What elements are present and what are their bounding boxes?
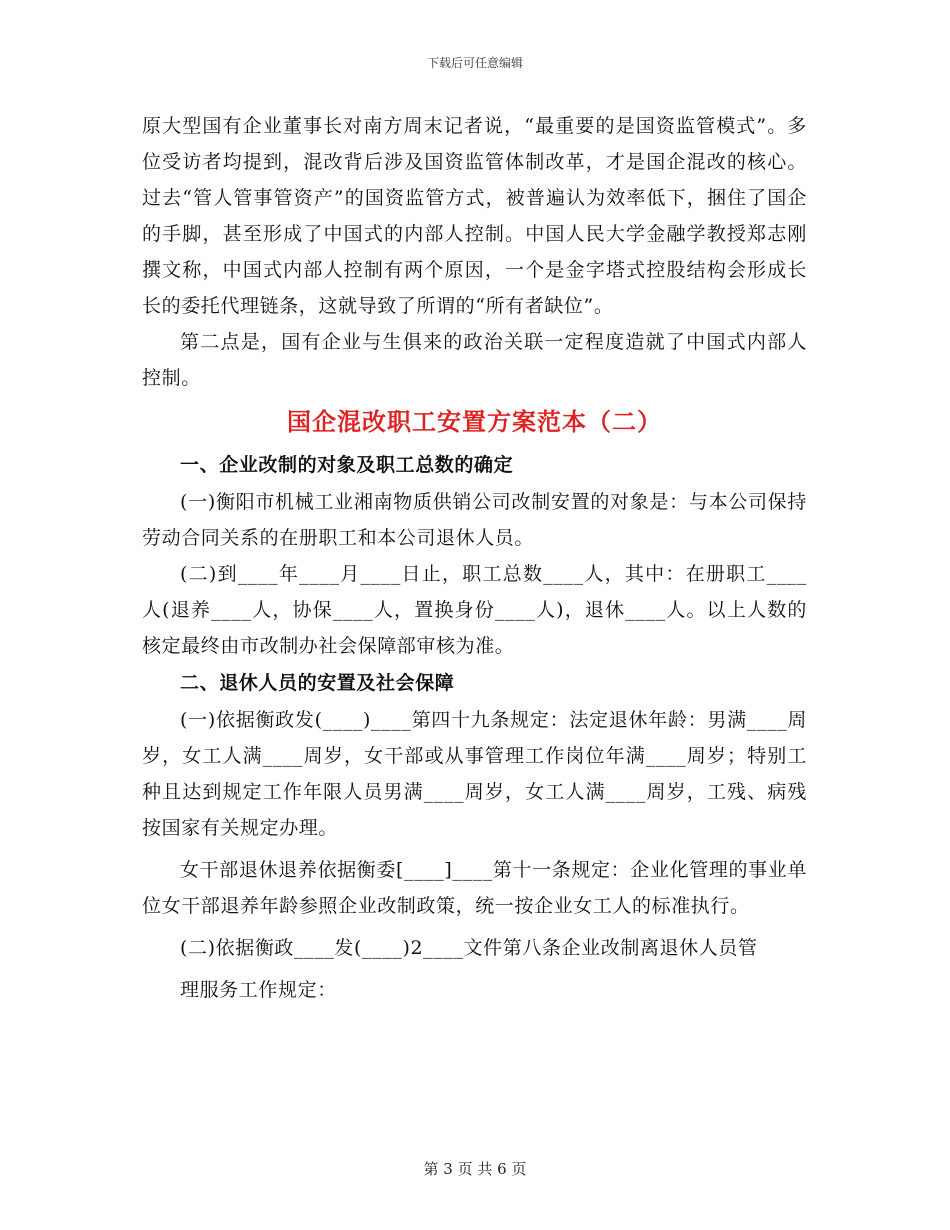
paragraph-female-cadre: 女干部退休退养依据衡委[____]____第十一条规定：企业化管理的事业单位女干部退养年龄参照企业改制政策，统一按企业女工人的标准执行。	[142, 859, 807, 917]
page-header-note: 下载后可任意编辑	[426, 56, 523, 70]
paragraph-political-ties: 第二点是，国有企业与生俱来的政治关联一定程度造就了中国式内部人控制。	[142, 331, 807, 389]
document-body	[142, 108, 807, 1008]
subsection-heading-2: 二、退休人员的安置及社会保障	[180, 672, 455, 694]
paragraph-staff-count: (二)到____年____月____日止，职工总数____人，其中：在册职工____人(退养____人，协保____人，置换身份____人)，退休____人。以上人数的核定最终由市改制办社会保障部审核为准。	[142, 563, 807, 657]
paragraph-retiree-management: (二)依据衡政____发(____)2____文件第八条企业改制离退休人员管	[180, 937, 758, 959]
paragraph-state-supervision: 原大型国有企业董事长对南方周末记者说，“最重要的是国资监管模式”。多位受访者均提到，混改背后涉及国资监管体制改革，才是国企混改的核心。过去“管人管事管资产”的国资监管方式，被普遍认为效率低下，捆住了国企的手脚，甚至形成了中国式的内部人控制。中国人民大学金融学教授郑志刚撰文称，中国式内部人控制有两个原因，一个是金字塔式控股结构会形成长长的委托代理链条，这就导致了所谓的“所有者缺位”。	[142, 115, 807, 317]
subsection-heading-1: 一、企业改制的对象及职工总数的确定	[180, 454, 514, 476]
paragraph-service-rules: 理服务工作规定：	[180, 979, 337, 1001]
paragraph-retirement-age: (一)依据衡政发(____)____第四十九条规定：法定退休年龄：男满____周岁，女工人满____周岁，女干部或从事管理工作岗位年满____周岁；特别工种且达到规定工作年限人员男满____周岁，女工人满____周岁，工残、病残按国家有关规定办理。	[142, 709, 807, 839]
paragraph-reform-target: (一)衡阳市机械工业湘南物质供销公司改制安置的对象是：与本公司保持劳动合同关系的在册职工和本公司退休人员。	[142, 491, 807, 549]
page-number: 第 3 页 共 6 页	[423, 1160, 527, 1178]
section-title: 国企混改职工安置方案范本（二）	[287, 407, 662, 436]
